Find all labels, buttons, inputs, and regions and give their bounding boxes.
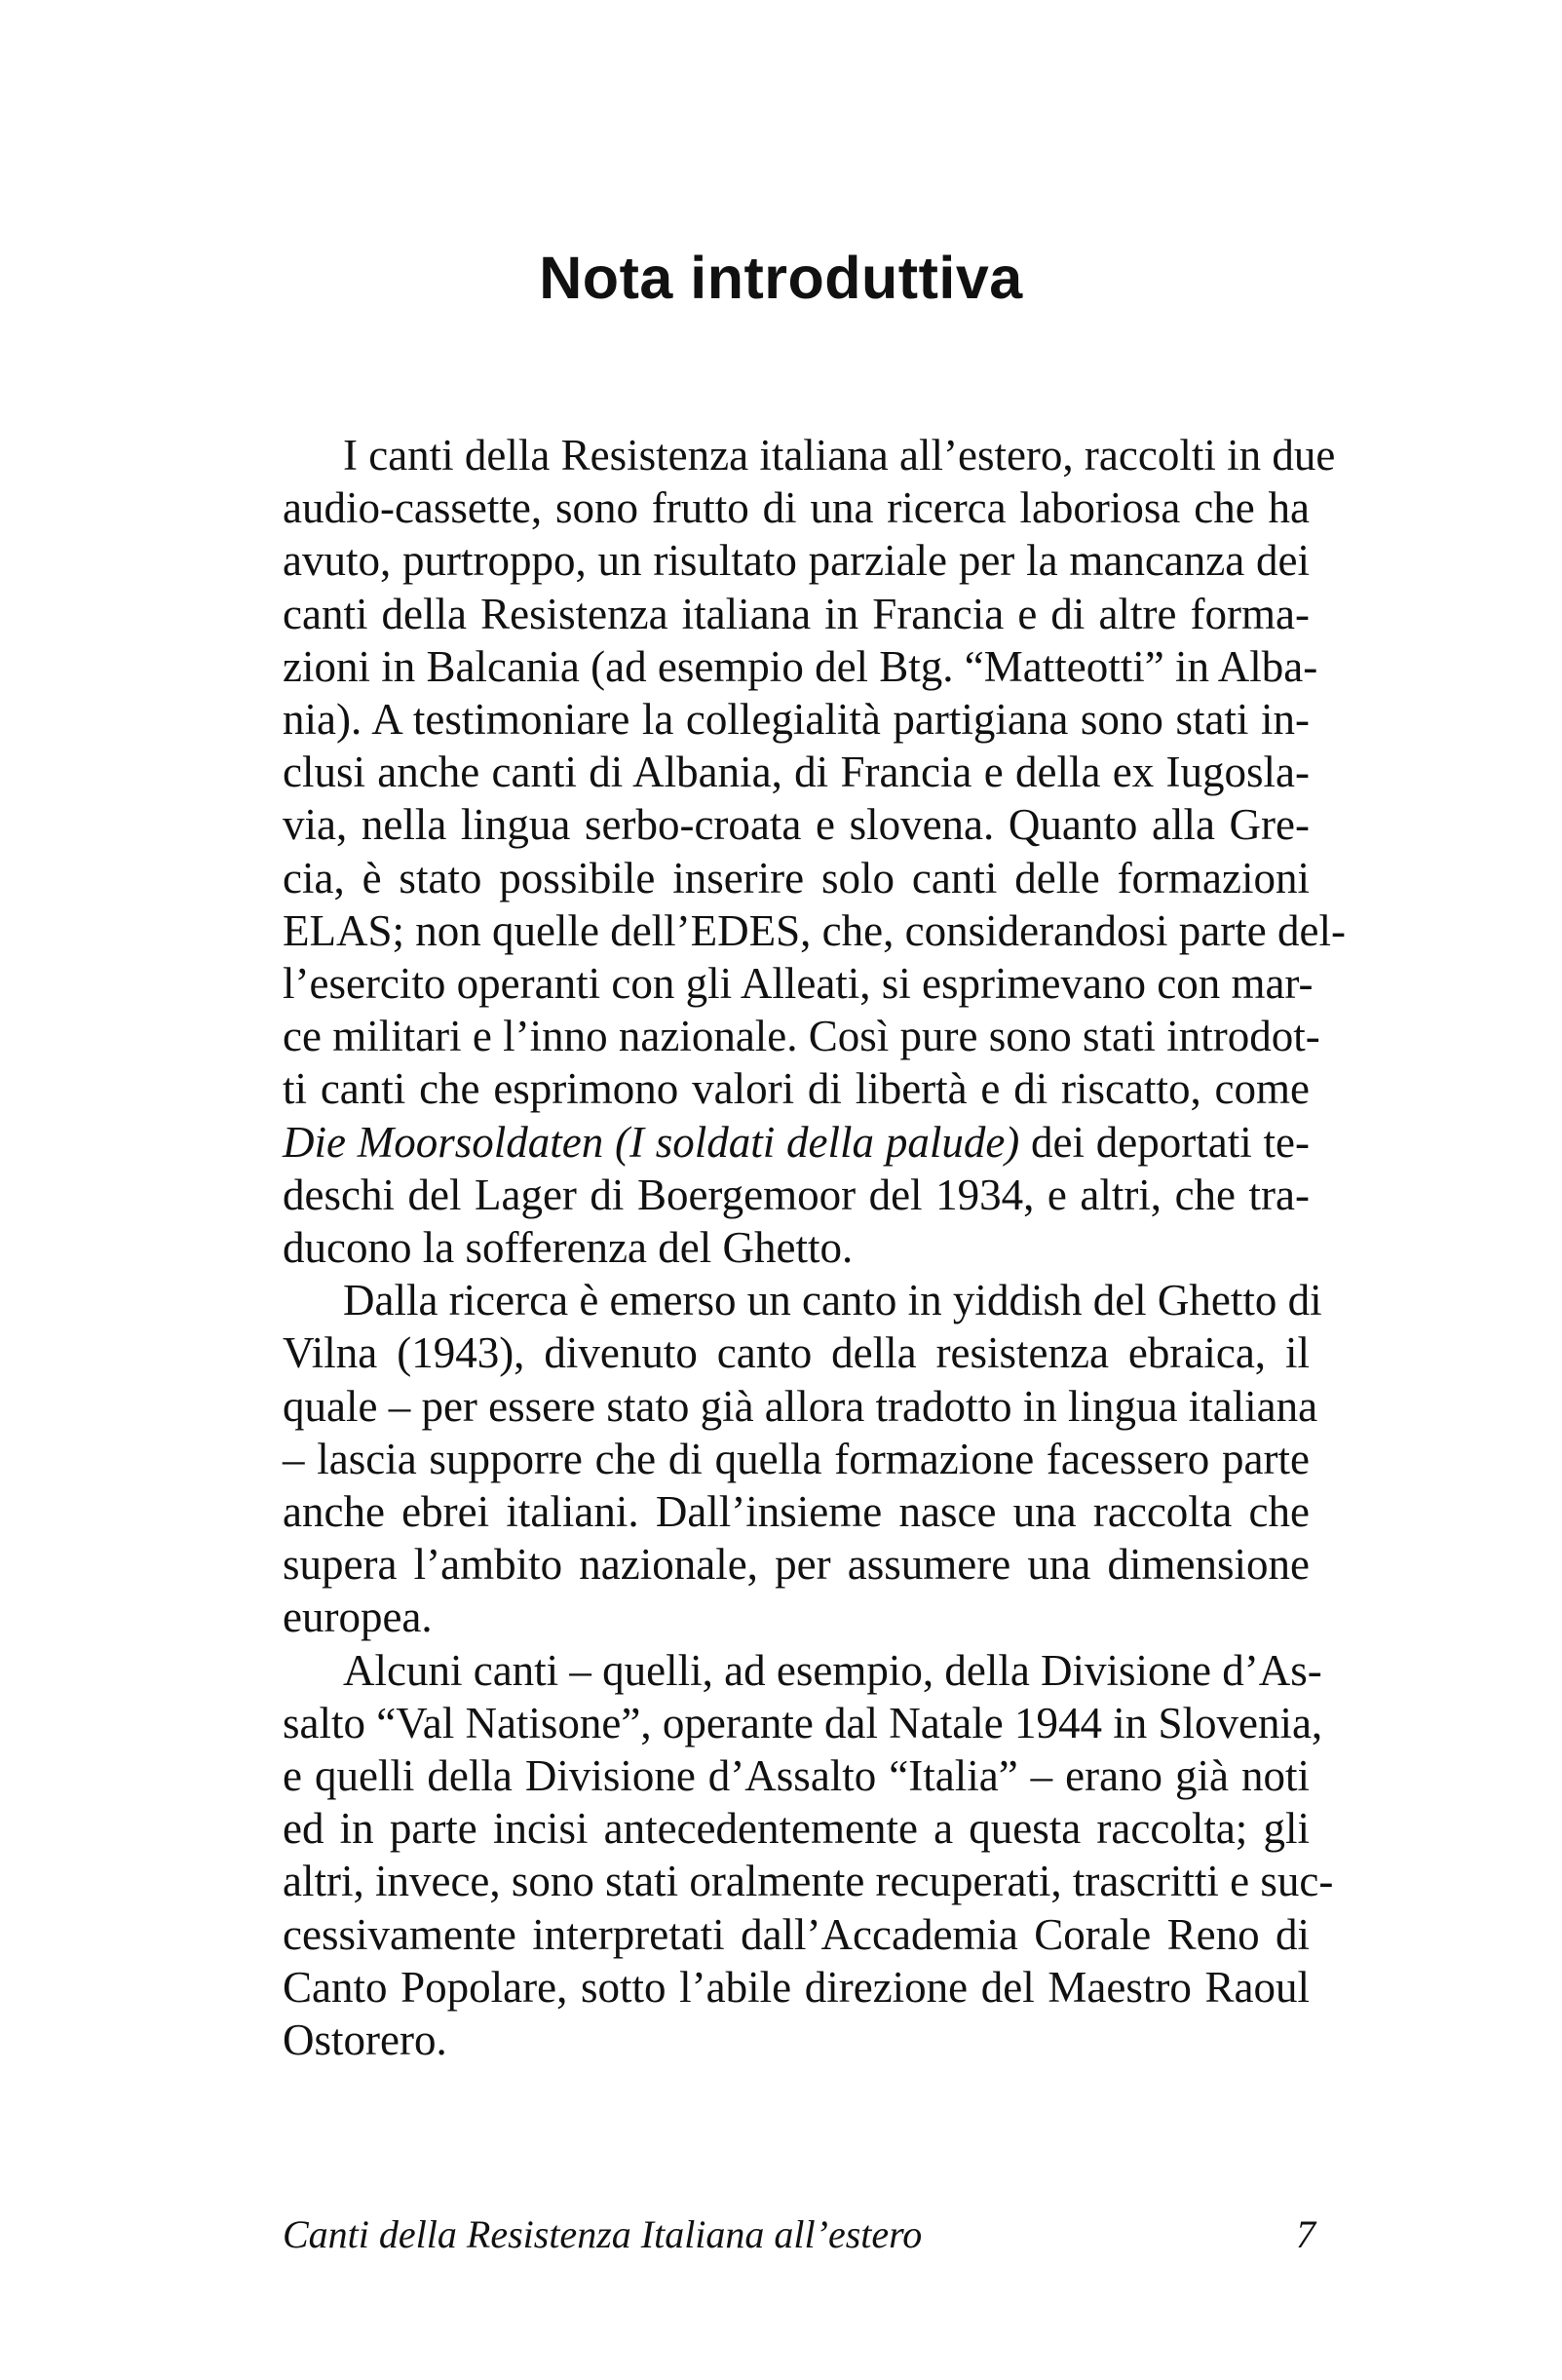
page-title: Nota introduttiva [539, 245, 1023, 311]
text-line: ti canti che esprimono valori di libertà e di riscatto, come [283, 1064, 1310, 1114]
text-line: Vilna (1943), divenuto canto della resistenza ebraica, il [283, 1328, 1310, 1378]
running-footer-title: Canti della Resistenza Italiana all’estero [283, 2212, 923, 2256]
page-number: 7 [1296, 2212, 1315, 2256]
text-line: ELAS; non quelle dell’EDES, che, considerandosi parte del- [283, 905, 1346, 955]
text-line: Ostorero. [283, 2015, 447, 2065]
text-line: supera l’ambito nazionale, per assumere una dimensione [283, 1540, 1310, 1590]
text-fragment: dei deportati te- [1019, 1117, 1310, 1167]
text-line: quale – per essere stato già allora tradotto in lingua italiana [283, 1381, 1318, 1431]
text-line: canti della Resistenza italiana in Francia e di altre forma- [283, 589, 1310, 638]
paragraph-3 [283, 1644, 1334, 2067]
italic-song-title: Die Moorsoldaten (I soldati della palude) [283, 1117, 1020, 1167]
text-line: I canti della Resistenza italiana all’estero, raccolti in due [343, 431, 1336, 480]
text-line-with-italic-title [283, 1116, 1310, 1169]
text-line: via, nella lingua serbo-croata e slovena. Quanto alla Gre- [283, 800, 1310, 850]
text-line: Dalla ricerca è emerso un canto in yiddish del Ghetto di [343, 1276, 1322, 1325]
text-line: salto “Val Natisone”, operante dal Natale 1944 in Slovenia, [283, 1698, 1323, 1747]
text-line: e quelli della Divisione d’Assalto “Italia” – erano già noti [283, 1751, 1310, 1801]
text-line: Alcuni canti – quelli, ad esempio, della Divisione d’As- [343, 1645, 1322, 1695]
text-line: cessivamente interpretati dall’Accademia Corale Reno di [283, 1909, 1310, 1959]
text-line: audio-cassette, sono frutto di una ricerca laboriosa che ha [283, 483, 1310, 533]
text-line: ed in parte incisi antecedentemente a questa raccolta; gli [283, 1804, 1310, 1854]
paragraph-1 [283, 429, 1346, 1274]
text-line: ce militari e l’inno nazionale. Così pure sono stati introdot- [283, 1012, 1320, 1061]
text-line: Canto Popolare, sotto l’abile direzione del Maestro Raoul [283, 1962, 1310, 2012]
text-line: – lascia supporre che di quella formazione facessero parte [283, 1434, 1310, 1483]
paragraph-2 [283, 1274, 1322, 1643]
text-line: cia, è stato possibile inserire solo canti delle formazioni [283, 853, 1310, 902]
text-line: anche ebrei italiani. Dall’insieme nasce una raccolta che [283, 1487, 1310, 1537]
text-line: ducono la sofferenza del Ghetto. [283, 1223, 854, 1273]
text-line: clusi anche canti di Albania, di Francia e della ex Iugosla- [283, 748, 1310, 797]
text-line: deschi del Lager di Boergemoor del 1934, e altri, che tra- [283, 1170, 1310, 1219]
text-line: europea. [283, 1593, 433, 1642]
text-line: altri, invece, sono stati oralmente recuperati, trascritti e suc- [283, 1857, 1334, 1906]
text-line: l’esercito operanti con gli Alleati, si esprimevano con mar- [283, 959, 1314, 1009]
body-text [283, 429, 1346, 2066]
text-line: avuto, purtroppo, un risultato parziale per la mancanza dei [283, 536, 1310, 586]
text-line: nia). A testimoniare la collegialità partigiana sono stati in- [283, 695, 1310, 745]
text-line: zioni in Balcania (ad esempio del Btg. “Matteotti” in Alba- [283, 641, 1318, 691]
